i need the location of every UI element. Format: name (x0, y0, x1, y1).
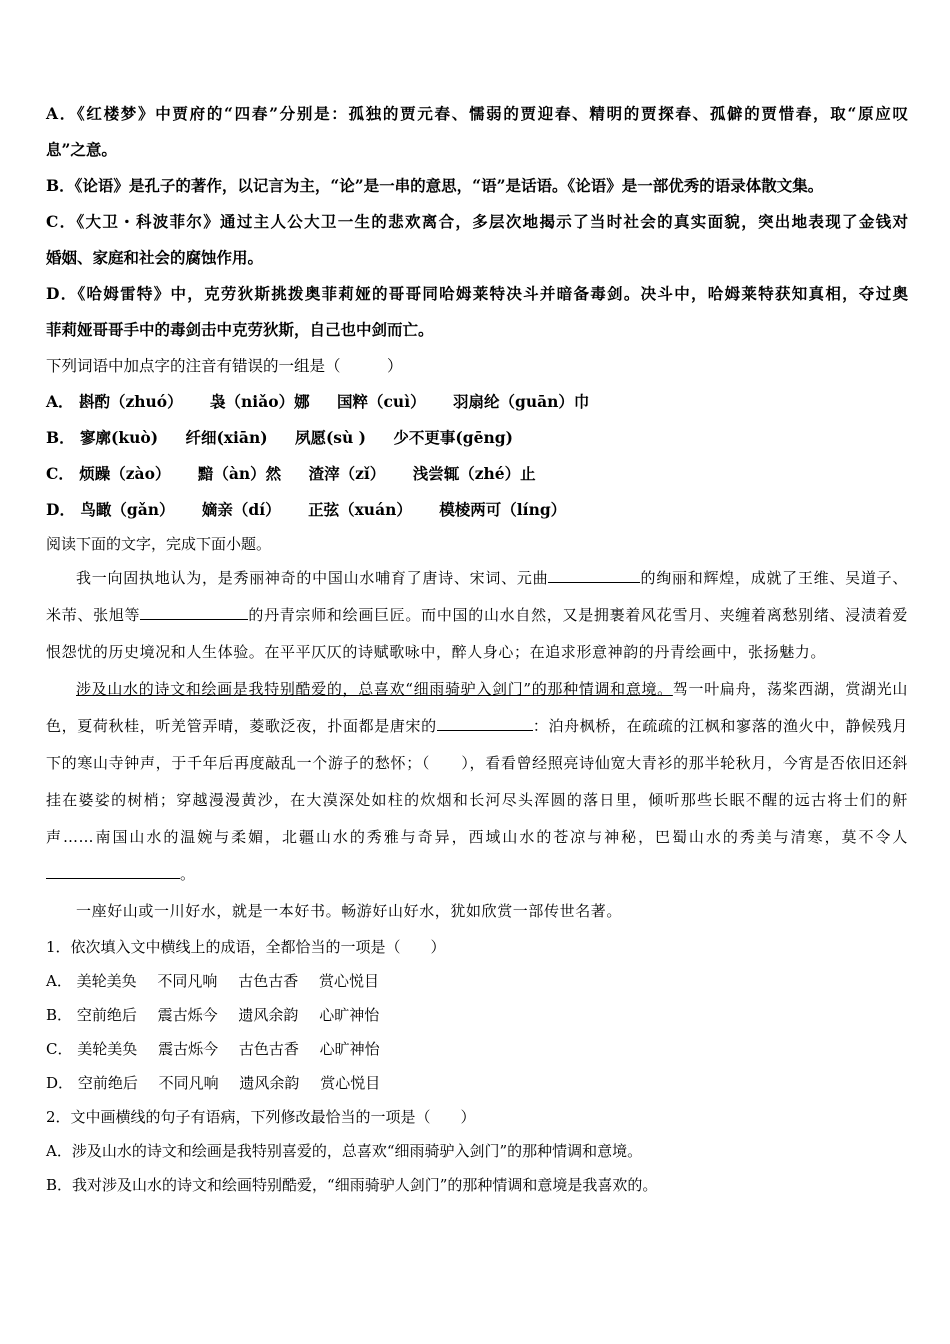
pinyin-option-c (46, 456, 908, 492)
q1-option-d (46, 1066, 908, 1100)
idiom: 心旷神怡 (319, 1040, 380, 1058)
q1-option-b (46, 998, 908, 1032)
pinyin-item: 斟酌（zhuó） (78, 392, 183, 411)
idiom: 不同凡响 (157, 972, 218, 990)
idiom: 空前绝后 (77, 1074, 138, 1092)
pinyin-item: 正弦（xuán） (308, 500, 412, 519)
option-label: A． (46, 972, 72, 990)
option-label: B． (46, 428, 75, 447)
q1-option-c (46, 1032, 908, 1066)
idiom: 古色古香 (238, 1040, 299, 1058)
pinyin-item: 渣滓（zǐ） (308, 464, 386, 483)
option-label: A． (46, 392, 74, 411)
document-page (46, 96, 908, 1202)
idiom: 不同凡响 (158, 1074, 219, 1092)
pinyin-item: 羽扇纶（guān）巾 (453, 392, 590, 411)
idiom: 遗风余韵 (238, 1006, 299, 1024)
pinyin-item: 纤细(xiān) (185, 428, 268, 447)
text-run: 的绚丽和辉煌，成就了王维、吴道子、米芾、张旭等 (46, 569, 908, 624)
option-c-line1: C．《大卫・科波菲尔》通过主人公大卫一生的悲欢离合，多层次地揭示了当时社会的真实面貌，突出地表现了金钱对 (46, 212, 908, 231)
passage-paragraph-2 (46, 671, 908, 893)
fill-blank (46, 864, 180, 879)
underlined-sentence: 涉及山水的诗文和绘画是我特别酷爱的，总喜欢“细雨骑驴入剑门”的那种情调和意境。 (76, 680, 673, 698)
text-run: 。 (180, 865, 196, 883)
idiom: 震古烁今 (157, 1006, 218, 1024)
reading-intro: 阅读下面的文字，完成下面小题。 (46, 535, 272, 553)
text-run: ：泊舟枫桥，在疏疏的江枫和寥落的渔火中，静候残月下的寒山寺钟声，于千年后再度敲乱一个游子的愁怀；（ ），看看曾经照亮诗仙宽大青衫的那半轮秋月，今宵是否依旧还斜挂在婆娑的树梢；穿越漫漫黄沙，在大漠深处如柱的炊烟和长河尽头浑圆的落日里，倾听那些长眠不醒的远古将士们的鼾声……南国山水的温婉与柔媚，北疆山水的秀雅与奇异，西域山水的苍凉与神秘，巴蜀山水的秀美与清寒，莫不令人 (46, 717, 908, 846)
pinyin-option-a (46, 384, 908, 420)
q1-option-a (46, 964, 908, 998)
reading-passage (46, 560, 908, 930)
option-b: B．《论语》是孔子的著作，以记言为主，“论”是一串的意思，“语”是话语。《论语》是一部优秀的语录体散文集。 (46, 176, 824, 195)
idiom: 美轮美奂 (76, 972, 137, 990)
option-label: B． (46, 1006, 73, 1024)
option-label: D． (46, 1074, 74, 1092)
idiom: 震古烁今 (158, 1040, 219, 1058)
idiom: 遗风余韵 (239, 1074, 300, 1092)
idiom: 古色古香 (238, 972, 299, 990)
fill-blank (437, 716, 533, 731)
text-run: 的丹青宗师和绘画巨匠。而中国的山水自然，又是拥裹着风花雪月、夹缠着离愁别绪、浸渍着爱恨怨忧的历史境况和人生体验。在平平仄仄的诗赋歌咏中，醉人身心；在追求形意神韵的丹青绘画中，张扬魅力。 (46, 606, 908, 661)
option-label: D． (46, 500, 75, 519)
pinyin-item: 烦躁（zào） (79, 464, 171, 483)
pinyin-item: 黯（àn）然 (197, 464, 282, 483)
option-label: C． (46, 464, 74, 483)
idiom: 心旷神怡 (319, 1006, 380, 1024)
idiom: 美轮美奂 (77, 1040, 138, 1058)
fill-blank (548, 568, 640, 583)
pinyin-item: 袅（niǎo）娜 (210, 392, 310, 411)
pinyin-item: 鸟瞰（gǎn） (80, 500, 175, 519)
option-a-line1: A．《红楼梦》中贾府的“四春”分别是：孤独的贾元春、懦弱的贾迎春、精明的贾探春、孤僻的贾惜春，取“原应叹 (46, 104, 908, 123)
option-a-line2: 息”之意。 (46, 140, 117, 159)
q2-option-a: A．涉及山水的诗文和绘画是我特别喜爱的，总喜欢“细雨骑驴入剑门”的那种情调和意境。 (46, 1142, 643, 1160)
option-c-line2: 婚姻、家庭和社会的腐蚀作用。 (46, 248, 264, 267)
option-label: C． (46, 1040, 73, 1058)
pinyin-item: 嫡亲（dí） (201, 500, 281, 519)
passage-paragraph-1 (46, 560, 908, 671)
pinyin-item: 浅尝辄（zhé）止 (412, 464, 536, 483)
text-run: 我一向固执地认为，是秀丽神奇的中国山水哺育了唐诗、宋词、元曲 (76, 569, 549, 587)
pinyin-item: 国粹（cuì） (336, 392, 426, 411)
option-d-line2: 菲莉娅哥哥手中的毒剑击中克劳狄斯，自己也中剑而亡。 (46, 320, 434, 339)
fill-blank (140, 605, 248, 620)
q2-option-b: B．我对涉及山水的诗文和绘画特别酷爱，“细雨骑驴人剑门”的那种情调和意境是我喜欢的。 (46, 1176, 658, 1194)
pinyin-item: 少不更事(gēng) (393, 428, 513, 447)
pinyin-question-stem: 下列词语中加点字的注音有错误的一组是（ ） (46, 357, 403, 375)
question-2-stem: 2．文中画横线的句子有语病，下列修改最恰当的一项是（ ） (46, 1108, 476, 1126)
pinyin-options (46, 384, 908, 528)
question-1-stem: 1．依次填入文中横线上的成语，全都恰当的一项是（ ） (46, 938, 446, 956)
pinyin-option-b (46, 420, 908, 456)
pinyin-item: 寥廓(kuò) (80, 428, 159, 447)
option-d-line1: D．《哈姆雷特》中，克劳狄斯挑拨奥菲莉娅的哥哥同哈姆莱特决斗并暗备毒剑。决斗中，哈姆莱特获知真相，夺过奥 (46, 284, 908, 303)
text-run: 驾一叶扁舟，荡桨西湖，赏湖光山色，夏荷秋桂，听羌管弄晴，菱歌泛夜，扑面都是唐宋的 (46, 680, 908, 735)
pinyin-item: 夙愿(sù ) (294, 428, 367, 447)
passage-paragraph-3: 一座好山或一川好水，就是一本好书。畅游好山好水，犹如欣赏一部传世名著。 (76, 902, 623, 920)
literature-options (46, 96, 908, 348)
pinyin-option-d (46, 492, 908, 528)
idiom: 空前绝后 (76, 1006, 137, 1024)
questions (46, 930, 908, 1202)
idiom: 赏心悦目 (320, 1074, 381, 1092)
pinyin-item: 模棱两可（líng） (439, 500, 567, 519)
idiom: 赏心悦目 (319, 972, 380, 990)
